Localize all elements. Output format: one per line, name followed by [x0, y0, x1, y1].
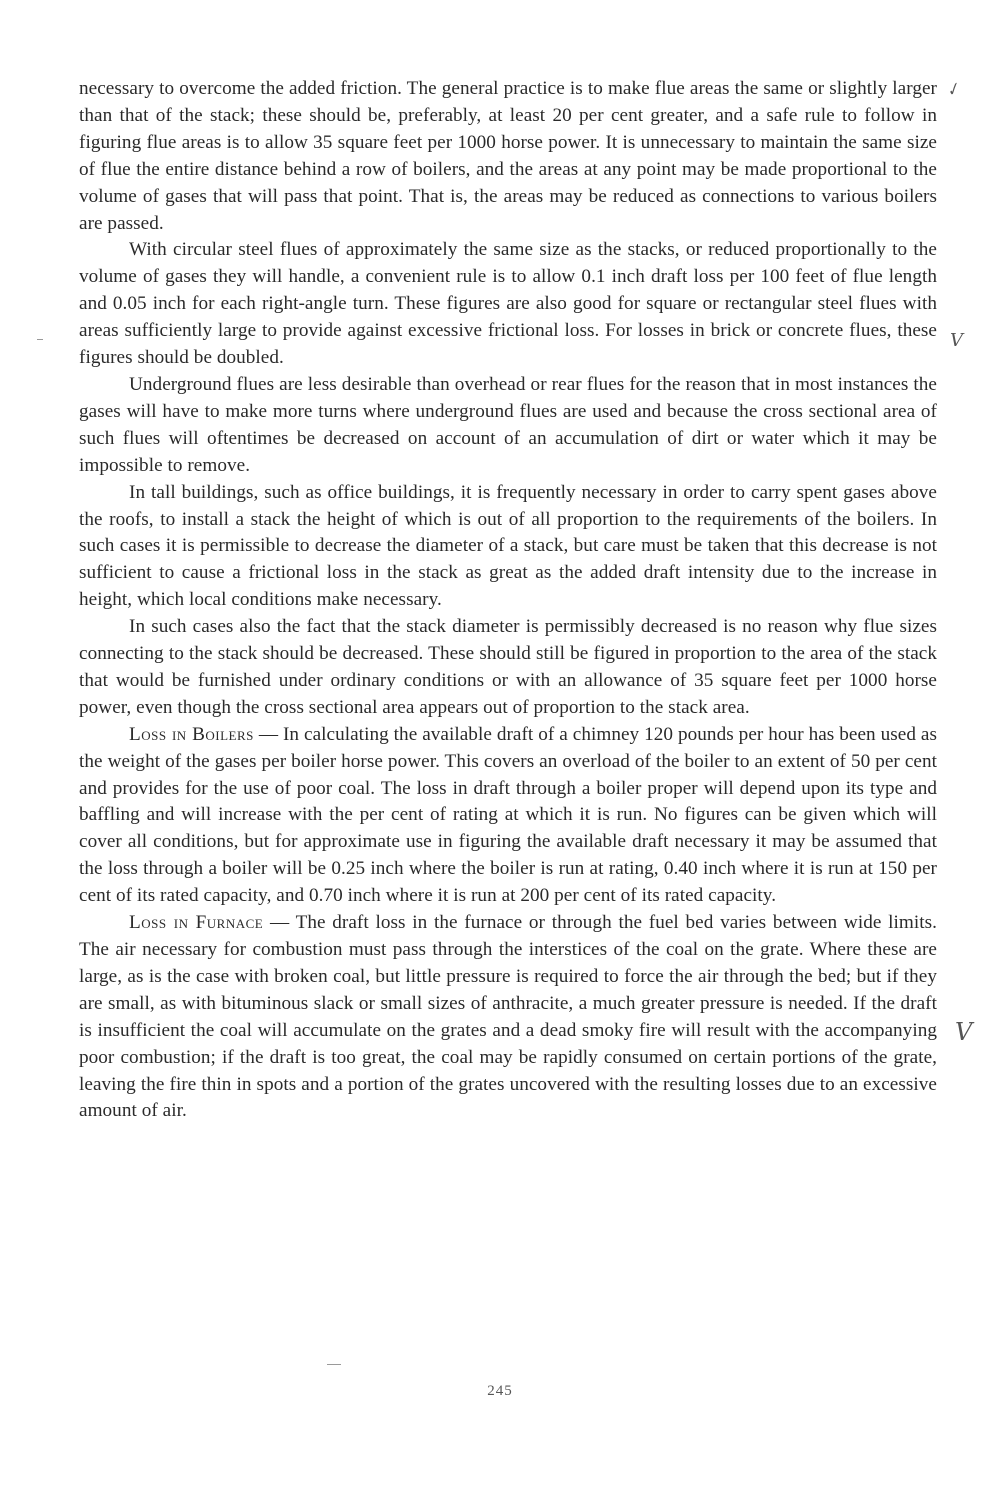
- paragraph-loss-in-furnace-text: — The draft loss in the furnace or through the fuel bed varies between wide limits. The air necessary for combustion must pass through the interstices of the coal on the grate. Where these are large, as is the case with broken coal, but little pressure is required to force the air through the bed; but if they are small, as with bituminous slack or small sizes of anthracite, a much greater pressure is needed. If the draft is insufficient the coal will accumulate on the grates and a dead smoky fire will result with the accompanying poor combustion; if the draft is too great, the coal may be rapidly consumed on certain portions of the grate, leaving the fire thin in spots and a portion of the grates uncovered with the resulting losses due to an excessive amount of air.: [79, 912, 937, 1122]
- margin-tick: [37, 339, 43, 340]
- margin-check-mark: ✓: [942, 78, 963, 101]
- paragraph-loss-in-boilers-text: — In calculating the available draft of a chimney 120 pounds per hour has been used as the weight of the gases per boiler horse power. This covers an overload of the boiler to an extent of 50 per cent and provides for the use of poor coal. The loss in draft through a boiler proper will depend upon its type and baffling and will increase with the per cent of rating at which it is run. No figures can be given which will cover all conditions, but for approximate use in figuring the available draft necessary it may be assumed that the loss through a boiler will be 0.25 inch where the boiler is run at rating, 0.40 inch where it is run at 150 per cent of its rated capacity, and 0.70 inch where it is run at 200 per cent of its rated capacity.: [79, 723, 937, 907]
- paragraph-tall-buildings: In tall buildings, such as office buildings, it is frequently necessary in order to carry spent gases above the roofs, to install a stack the height of which is out of all proportion to the requirements of the boilers. In such cases it is permissible to decrease the diameter of a stack, but care must be taken that this decrease is not sufficient to cause a frictional loss in the stack as great as the added draft intensity due to the increase in height, which local conditions make necessary.: [79, 481, 937, 611]
- page-number: 245: [487, 1383, 513, 1399]
- paragraph-underground-flues: Underground flues are less desirable than overhead or rear flues for the reason that in most instances the gases will have to make more turns where underground flues are used and because the cross sectional area of such flues will oftentimes be decreased on account of an accumulation of dirt or water which it may be impossible to remove.: [79, 373, 937, 476]
- paragraph-circular-steel-flues: With circular steel flues of approximately the same size as the stacks, or reduced proportionally to the volume of gases they will handle, a convenient rule is to allow 0.1 inch draft loss per 100 feet of flue length and 0.05 inch for each right-angle turn. These figures are also good for square or rectangular steel flues with areas sufficiently large to provide against excessive frictional loss. For losses in brick or concrete flues, these figures should be doubled.: [79, 239, 937, 369]
- paragraph-stack-diameter: In such cases also the fact that the stack diameter is permissibly decreased is no reason why flue sizes connecting to the stack should be decreased. These should still be figured in proportion to the area of the stack that would be furnished under ordinary conditions or with an allowance of 35 square feet per 1000 horse power, even though the cross sectional area appears out of proportion to the stack area.: [79, 616, 937, 718]
- paragraph-loss-in-boilers: [79, 722, 937, 910]
- footer-rule: [327, 1364, 341, 1365]
- paragraph-loss-in-furnace: [79, 910, 937, 1125]
- margin-v-mark-large: V: [955, 1018, 973, 1046]
- page-body: [79, 76, 937, 1125]
- margin-v-mark: V: [950, 330, 963, 351]
- heading-loss-in-boilers: Loss in Boilers: [129, 723, 254, 745]
- paragraph-flue-areas: necessary to overcome the added friction. The general practice is to make flue areas the same or slightly larger than that of the stack; these should be, preferably, at least 20 per cent greater, and a safe rule to follow in figuring flue areas is to allow 35 square feet per 1000 horse power. It is unnecessary to maintain the same size of flue the entire distance behind a row of boilers, and the areas at any point may be made proportional to the volume of gases that will pass that point. That is, the areas may be reduced as connections to various boilers are passed.: [79, 78, 937, 234]
- heading-loss-in-furnace: Loss in Furnace: [129, 912, 264, 934]
